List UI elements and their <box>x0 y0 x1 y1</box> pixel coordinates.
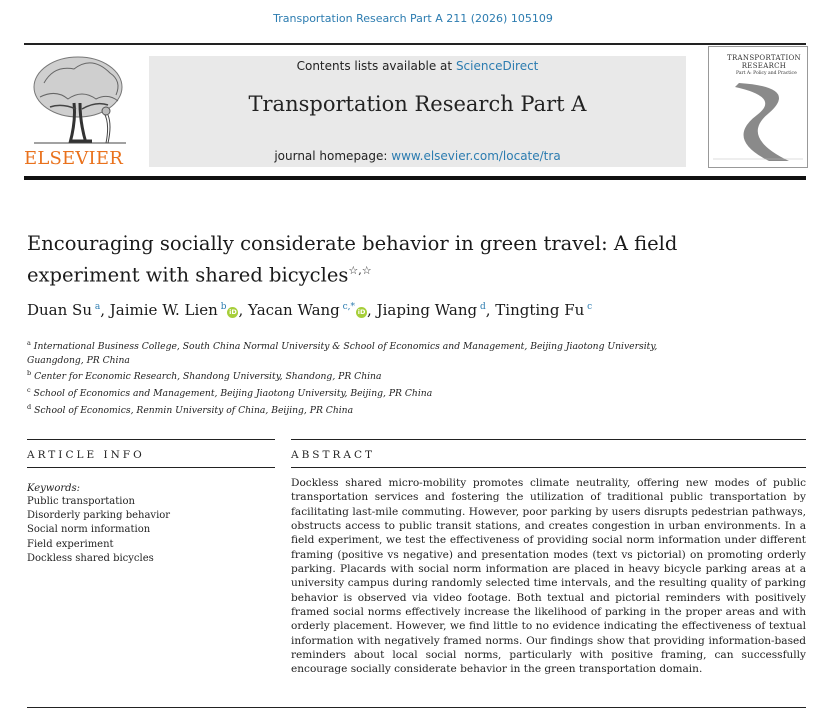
author[interactable] <box>377 301 486 319</box>
keyword-item: Field experiment <box>27 538 114 550</box>
affiliation-list <box>27 337 697 418</box>
journal-homepage-link[interactable]: www.elsevier.com/locate/tra <box>391 149 561 163</box>
affiliation-key: b <box>27 369 32 378</box>
orcid-icon[interactable]: iD <box>357 308 366 316</box>
affiliation-key: d <box>27 403 32 411</box>
author-separator: , <box>367 301 377 319</box>
affiliation-text: Center for Economic Research, Shandong University, Shandong, PR China <box>31 371 382 383</box>
affiliation-text: International Business College, South China Normal University & School of Economics and Management, Beijing Jiaotong University, Guangdong, PR China <box>27 341 658 366</box>
cover-title-line1: TRANSPORTATION <box>727 54 801 62</box>
author-affiliation-mark[interactable]: a <box>92 302 101 312</box>
abstract-bottom-rule <box>27 707 806 708</box>
journal-citation[interactable]: Transportation Research Part A 211 (2026) 105109 <box>273 12 553 25</box>
abstract-heading: ABSTRACT <box>291 449 376 461</box>
affiliation-text: School of Economics, Renmin University of China, Beijing, PR China <box>31 405 354 417</box>
cover-road-graphic <box>709 47 807 167</box>
journal-banner <box>149 56 686 167</box>
abstract-top-rule <box>291 439 806 440</box>
title-footnote-marks[interactable]: ☆,☆ <box>348 264 372 277</box>
author-separator: , <box>238 301 248 319</box>
orcid-icon[interactable]: iD <box>229 308 237 316</box>
header-top-rule <box>24 43 806 45</box>
homepage-prefix: journal homepage: <box>274 149 392 163</box>
affiliation-key: c <box>27 386 31 395</box>
abstract-text: Dockless shared micro-mobility promotes climate neutrality, offering new modes of public transportation services and fostering the utilization of traditional public transportation by facilitating last-mile commuting. However, poor parking by users disrupts pedestrian pathways, obstructs access to public transit stations, and creates congestion in urban environments. In a field experiment, we test the effectiveness of providing social norm information under different framing (positive vs negative) and presentation modes (text vs pictorial) on promoting orderly parking. Placards with social norm information are placed in heavy bicycle parking areas at a university campus during randomly selected time intervals, and the resulting quality of parking behavior is observed via video footage. Both textual and pictorial reminders with positively framed social norms effectively increase the likelihood of parking in the proper areas and with orderly placement. However, we find little to no evidence indicating the effectiveness of textual information with negatively framed norms. Our findings show that providing information-based reminders about local social norms, particularly with positive framing, can successfully encourage socially considerate behavior in the green transportation domain. <box>291 477 806 676</box>
author-name[interactable]: Jaimie W. Lien <box>109 301 218 319</box>
author-name[interactable]: Tingting Fu <box>495 301 585 319</box>
keywords-label: Keywords: <box>27 483 81 494</box>
article-title-text: Encouraging socially considerate behavior in green travel: A field experiment with shared bicycles <box>27 232 678 287</box>
journal-name[interactable]: Transportation Research Part A <box>248 92 587 116</box>
keyword-item: Public transportation <box>27 496 135 507</box>
affiliation-key: a <box>27 339 31 347</box>
author-separator: , <box>485 301 496 319</box>
sciencedirect-link[interactable]: ScienceDirect <box>455 59 539 73</box>
abstract-mid-rule <box>291 467 806 468</box>
cover-subtitle: Part A: Policy and Practice <box>736 71 797 76</box>
tree-logo-graphic <box>24 53 132 148</box>
affiliation-a <box>27 337 697 367</box>
journal-homepage-line <box>149 149 686 163</box>
contents-lists-line <box>149 56 686 73</box>
keyword-item: Social norm information <box>27 524 151 536</box>
author-separator: , <box>100 301 110 319</box>
author[interactable] <box>27 301 100 319</box>
keywords-list <box>27 495 170 566</box>
author[interactable] <box>248 301 367 319</box>
author-name[interactable]: Duan Su <box>27 301 92 319</box>
author-affiliation-mark[interactable]: c <box>584 302 593 312</box>
article-info-top-rule <box>27 439 275 440</box>
journal-cover-thumbnail[interactable] <box>708 46 808 168</box>
author-list <box>27 301 807 319</box>
author-name[interactable]: Yacan Wang <box>248 301 340 319</box>
affiliation-d <box>27 401 697 418</box>
article-info-mid-rule <box>27 467 275 468</box>
author-name[interactable]: Jiaping Wang <box>376 301 478 319</box>
affiliation-text: School of Economics and Management, Beijing Jiaotong University, Beijing, PR China <box>30 388 433 400</box>
author[interactable] <box>110 301 239 319</box>
affiliation-b <box>27 367 697 384</box>
header-bottom-rule <box>24 176 806 180</box>
author-affiliation-mark[interactable]: b <box>217 302 227 312</box>
article-title <box>27 230 787 289</box>
keyword-item: Disorderly parking behavior <box>27 510 171 522</box>
author-affiliation-mark[interactable]: d <box>477 302 486 312</box>
author-affiliation-mark[interactable]: c,* <box>339 302 356 312</box>
cover-title-line2: RESEARCH <box>741 62 787 70</box>
affiliation-c <box>27 384 697 401</box>
keyword-item: Dockless shared bicycles <box>27 552 154 564</box>
elsevier-wordmark: ELSEVIER <box>24 148 123 169</box>
author[interactable] <box>495 301 592 319</box>
contents-prefix: Contents lists available at <box>296 59 456 73</box>
article-info-heading: ARTICLE INFO <box>27 449 145 461</box>
